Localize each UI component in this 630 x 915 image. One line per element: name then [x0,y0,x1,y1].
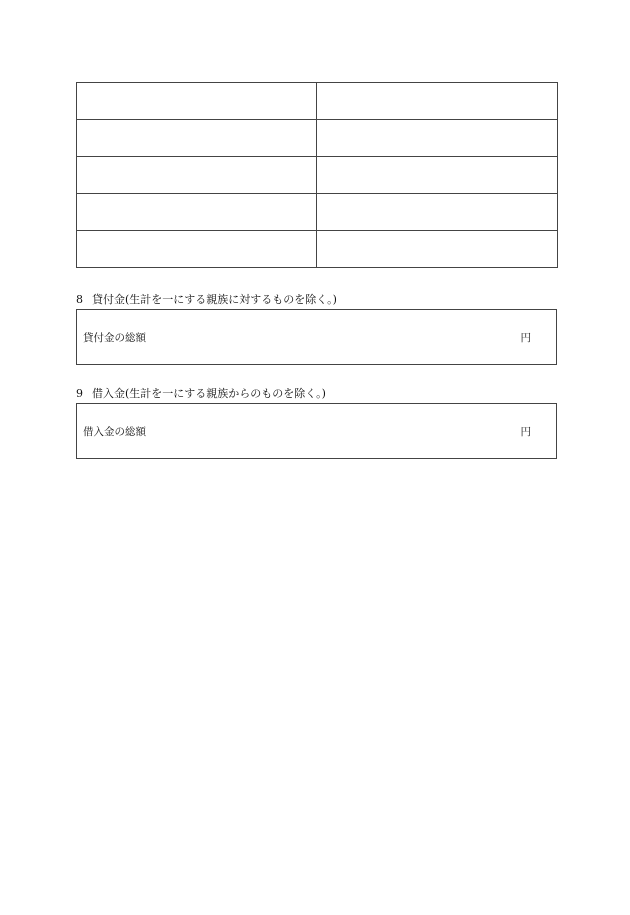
table-row [77,157,558,194]
section-8-number: 8 [76,293,83,306]
table-cell [77,231,317,268]
table-cell [77,120,317,157]
asset-table-body [77,83,558,268]
table-cell [77,194,317,231]
asset-table [76,82,558,268]
table-cell [317,120,558,157]
table-cell [317,194,558,231]
borrowings-unit: 円 [520,426,531,438]
table-cell [317,83,558,120]
table-row [77,83,558,120]
loans-receivable-box [76,309,557,365]
section-9-number: 9 [76,387,83,400]
borrowings-total-label: 借入金の総額 [83,426,146,438]
table-row [77,194,558,231]
loans-receivable-total-label: 貸付金の総額 [83,332,146,344]
borrowings-box [76,403,557,459]
section-9-title: 借入金(生計を一にする親族からのものを除く。) [92,387,326,400]
table-cell [317,231,558,268]
table-cell [77,157,317,194]
table-cell [317,157,558,194]
section-8-title: 貸付金(生計を一にする親族に対するものを除く。) [92,293,337,306]
section-8-heading [76,293,337,307]
table-row [77,120,558,157]
loans-receivable-unit: 円 [520,332,531,344]
section-9-heading [76,387,326,401]
table-cell [77,83,317,120]
table-row [77,231,558,268]
